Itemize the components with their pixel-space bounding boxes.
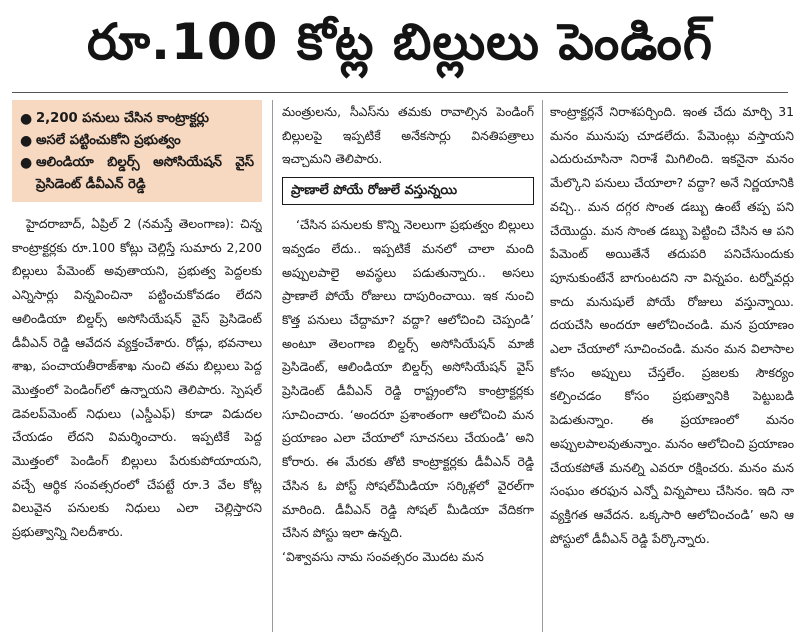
headline: రూ.100 కోట్ల బిల్లులు పెండింగ్ [87, 12, 713, 71]
highlight-item [20, 130, 254, 152]
column-rule-2 [542, 100, 543, 632]
article-paragraph: కాంట్రాక్టర్లనే నిరాశపర్చింది. ఇంత చేదు మార్చి 31 మనం మునుపు చూడలేదు. పేమెంట్లు వస్తాయని ఎదురుచూసినా నిరాశే మిగిలింది. ఇకనైనా మనం మేల్కొని పనులు చేయాలా? వద్దా? అనే నిర్ణయానికి వచ్చి.. మన దగ్గర సొంత డబ్బు ఉంటే తప్ప పని చేయొద్దు. మన సొంత డబ్బు పెట్టించి చేసిన ఆ పని పేమెంట్ అయితేనే తదుపరి పనిచేసుందుకు పూనుకుంటేనే బాగుంటదని నా విన్నపం. టర్నోవర్లు కాదు మనుషులే పోయే రోజులు వస్తున్నాయి. దయచేసి అందరూ ఆలోచించండి. మన ప్రయాణం ఎలా చేయాలో సూచించండి. మనం మన విలాసాల కోసం అప్పులు చేస్తలేం. ప్రజలకు సౌకర్యం కల్పించడం కోసం ప్రభుత్వానికి పెట్టుబడి పెడుతున్నాం. ఈ ప్రయాణంలో మనం అప్పులపాలవుతున్నాం. మనం ఆలోచించి ప్రయాణం చేయకపోతే మనల్ని ఎవరూ రక్షించరు. మనం మన సంఘం తరఫున ఎన్నో విన్నపాలు చేసినం. ఇది నా వ్యక్తిగత ఆవేదన. ఒక్కసారి ఆలోచించండి’ అని ఆ పోస్టులో డీవీఎన్ రెడ్డి పేర్కొన్నారు. [550, 104, 794, 546]
article-paragraph: ‘చేసిన పనులకు కొన్ని నెలలుగా ప్రభుత్వం బిల్లులు ఇవ్వడం లేదు.. ఇప్పటికే మనలో చాలా మంది అప్పులపాలై అవస్థలు పడుతున్నారు.. అసలు ప్రాణాలే పోయే రోజులు దాపురించాయి. ఇక నుంచి కొత్త పనులు చేద్దామా? వద్దా? ఆలోచించి చెప్పండి’ అంటూ తెలంగాణ బిల్డర్స్ అసోసియేషన్ మాజీ ప్రెసిడెంట్, ఆలిండియా బిల్డర్స్ అసోసియేషన్ వైస్ ప్రెసిడెంట్ డీవీఎన్ రెడ్డి రాష్ట్రంలోని కాంట్రాక్టర్లకు సూచించారు. ‘అందరూ ప్రశాంతంగా ఆలోచించి మన ప్రయాణం ఎలా చేయాలో సూచనలు చేయండి’ అని కోరారు. ఈ మేరకు తోటి కాంట్రాక్టర్లకు డీవీఎన్ రెడ్డి చేసిన ఓ పోస్ట్ సోషల్‌మీడియా సర్కిళ్లలో వైరల్‌గా మారింది. డీవీఎన్ రెడ్డి సోషల్ మీడియా వేదికగా చేసిన పోస్టు ఇలా ఉన్నది. [282, 217, 534, 541]
highlight-item [20, 152, 254, 196]
bullet-icon: ● [20, 133, 33, 149]
subheading: ప్రాణాలే పోయే రోజులే వస్తున్నయి [282, 177, 534, 205]
bullet-icon: ● [20, 111, 33, 127]
highlights-box [12, 100, 262, 202]
bullet-icon: ● [20, 155, 33, 171]
column-3 [550, 100, 794, 634]
article-paragraph: ‘విశ్వావసు నామ సంవత్సరం మొదట మన [282, 548, 484, 564]
column-1 [12, 100, 262, 634]
headline-divider [12, 92, 788, 93]
highlight-text: అసలే పట్టించుకోని ప్రభుత్వం [36, 133, 181, 148]
highlight-text: ఆలిండియా బిల్డర్స్ అసోసియేషన్ వైస్ ప్రెసిడెంట్ డీవీఎన్ రెడ్డి [36, 155, 254, 192]
column-rule-1 [272, 100, 273, 632]
article-paragraph: మంత్రులను, సీఎస్‌ను తమకు రావాల్సిన పెండింగ్ బిల్లులపై ఇప్పటికే అనేకసార్లు వినతిపత్రాలు ఇచ్చామని తెలిపారు. [282, 104, 534, 167]
body-text: చిన్న కాంట్రాక్టర్లకు రూ.100 కోట్లు చెల్లిస్తే సుమారు 2,200 బిల్లులు పేమెంట్ అవుతాయని, ప్రభుత్వ పెద్దలకు ఎన్నిసార్లు విన్నవించినా పట్టించుకోవడం లేదని ఆలిండియా బిల్డర్స్ అసోసియేషన్ వైస్ ప్రెసిడెంట్ డీవీఎన్ రెడ్డి ఆవేదన వ్యక్తంచేశారు. రోడ్లు, భవనాలు శాఖ, పంచాయతీరాజ్‌శాఖ నుంచి తమ బిల్లులు పెద్ద మొత్తంలో పెండింగ్‌లో ఉన్నాయని తెలిపారు. స్పెషల్ డెవలప్‌మెంట్ నిధులు (ఎస్డీఎఫ్) కూడా విడుదల చేయడం లేదని విమర్శించారు. ఇప్పటికే పెద్ద మొత్తంలో పెండింగ్ బిల్లులు పేరుకుపోయాయని, వచ్చే ఆర్థిక సంవత్సరంలో చేపట్టే రూ.3 వేల కోట్ల విలువైన పనులకు నిధులు ఎలా చెల్లిస్తారని ప్రభుత్వాన్ని నిలదీశారు. [12, 216, 262, 540]
highlight-item [20, 108, 254, 130]
dateline: హైదరాబాద్, ఏప్రిల్ 2 (నమస్తే తెలంగాణ): [26, 216, 235, 231]
highlight-text: 2,200 పనులు చేసిన కాంట్రాక్టర్లు [36, 111, 209, 126]
column-2 [282, 100, 534, 634]
article-paragraph [12, 212, 262, 544]
